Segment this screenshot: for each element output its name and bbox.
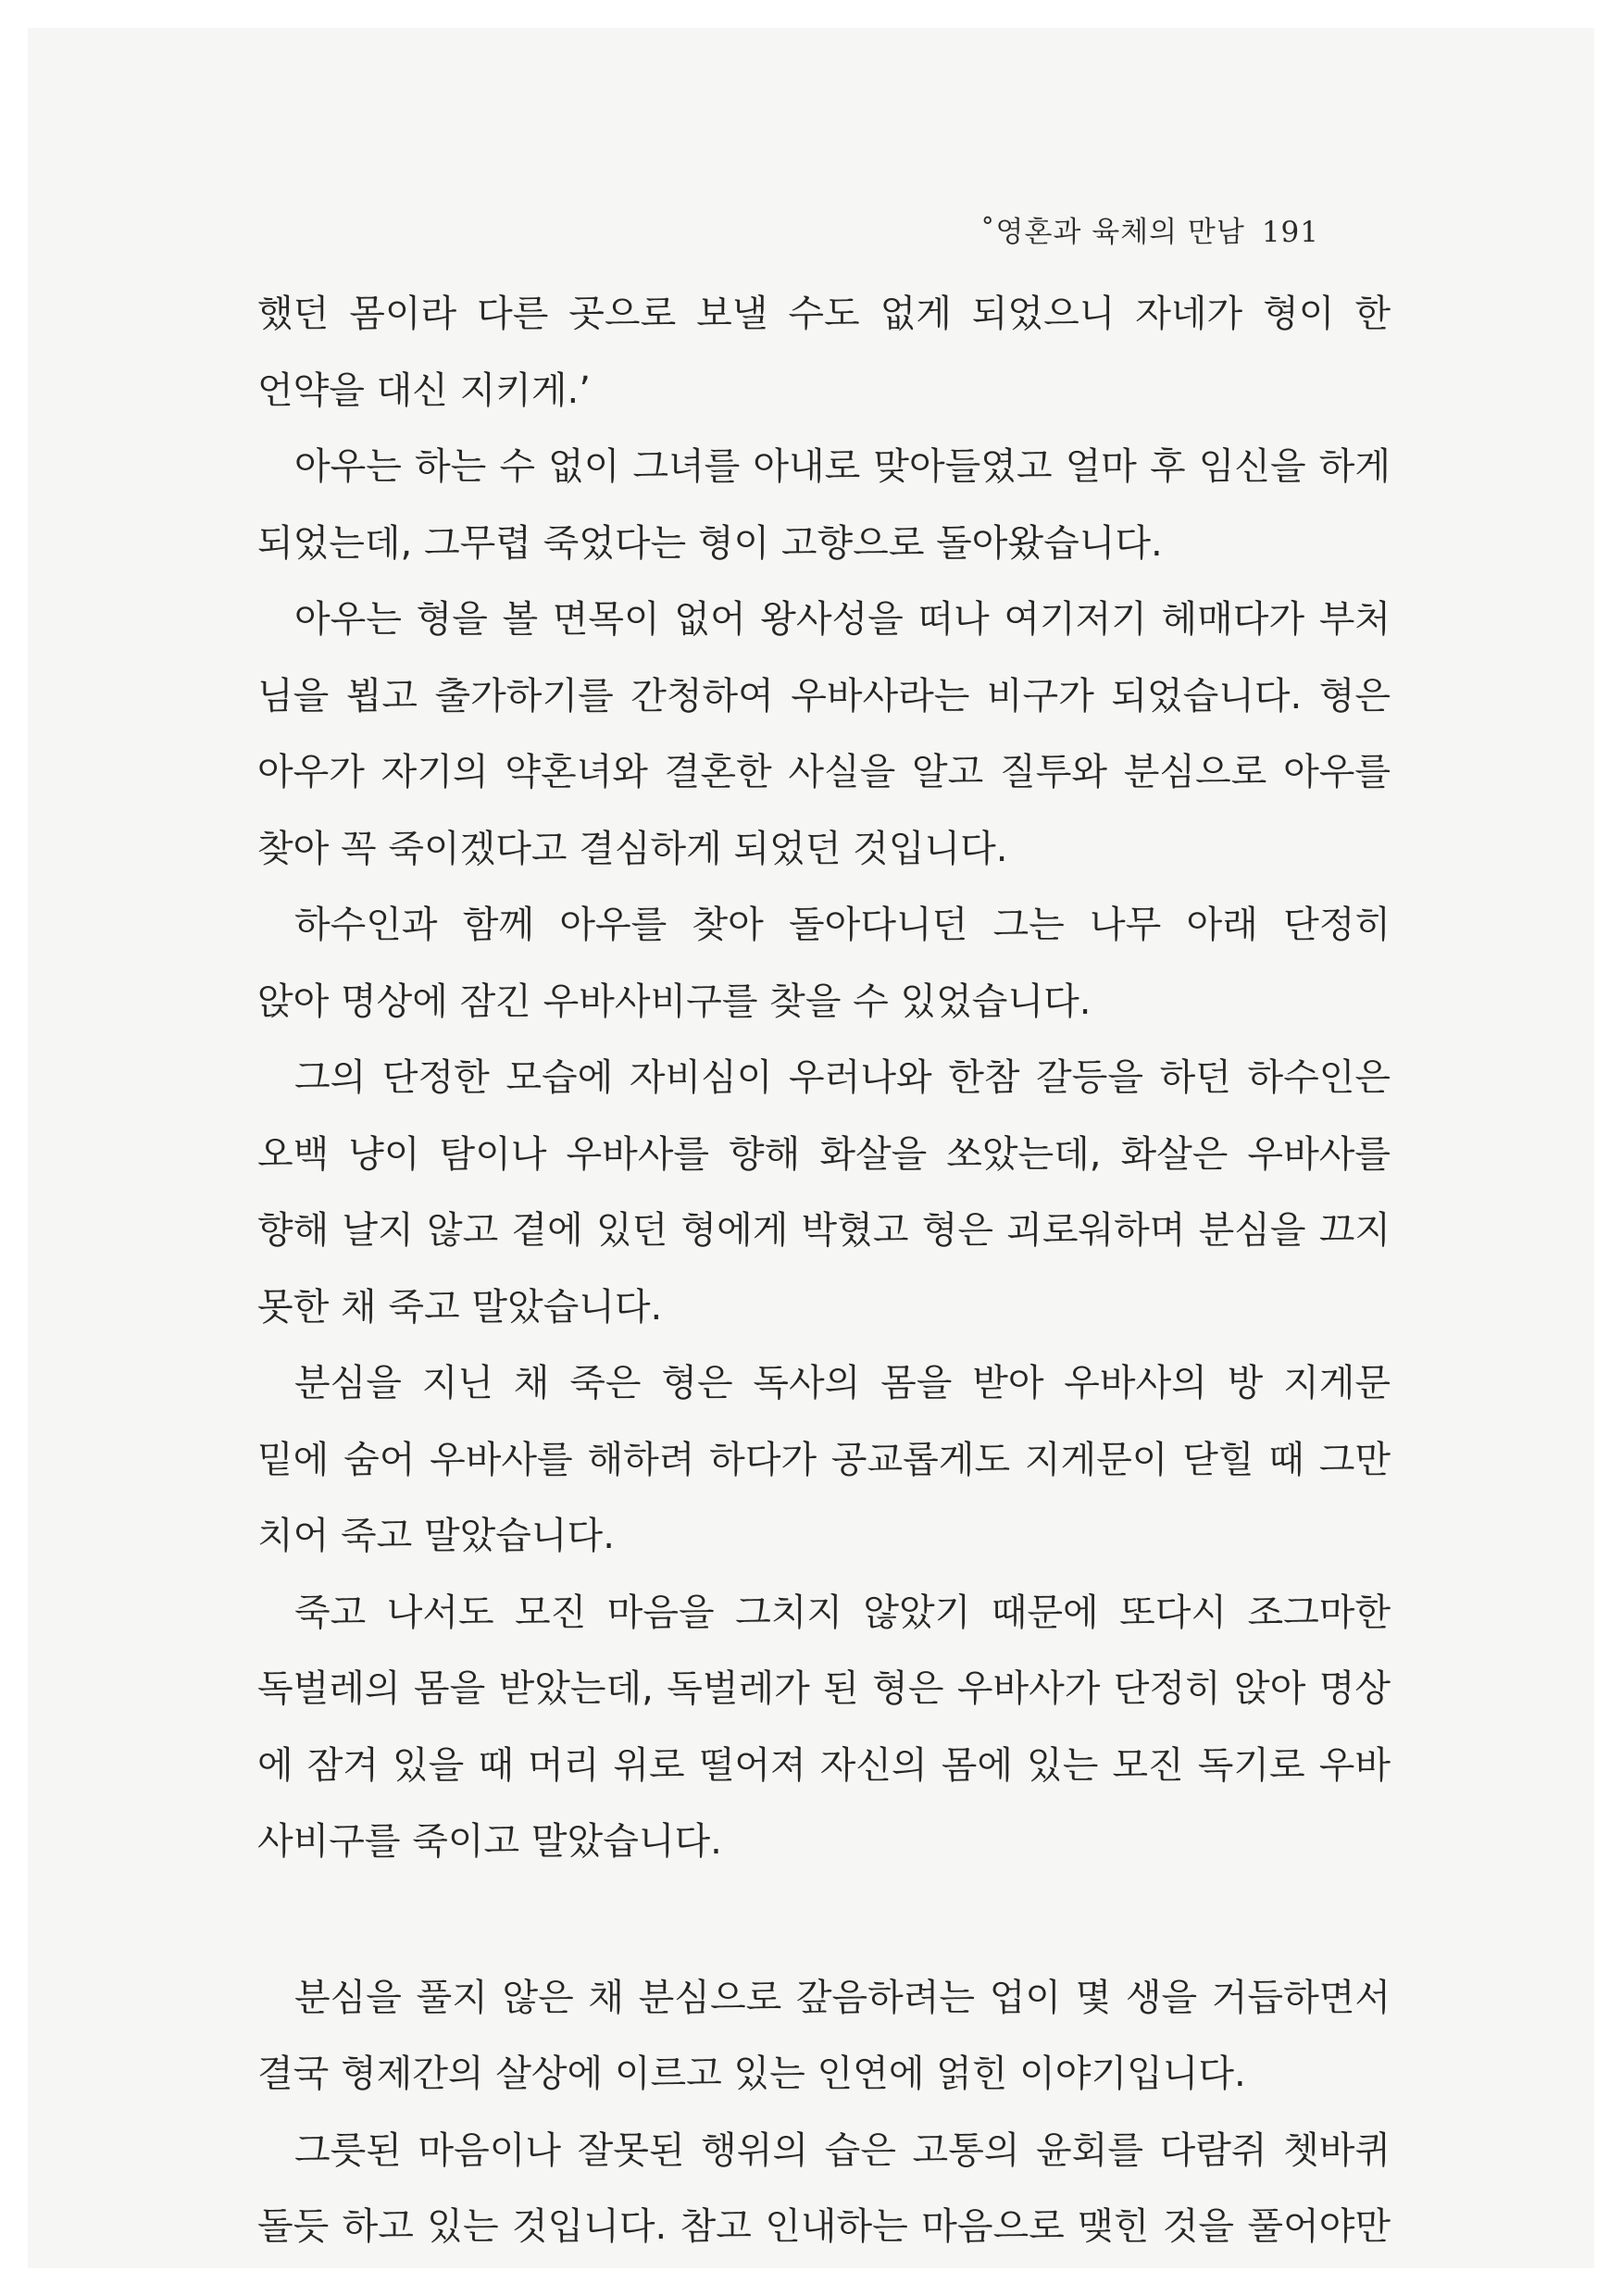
page-number: 191	[1261, 216, 1319, 249]
section-gap	[257, 1880, 1391, 1960]
text-line: 앉아 명상에 잠긴 우바사비구를 찾을 수 있었습니다.	[257, 980, 1092, 1023]
text-line: 아우는 형을 볼 면목이 없어 왕사성을 떠나 여기저기 헤매다가 부처	[294, 598, 1391, 641]
text-line: 언약을 대신 지키게.’	[257, 368, 591, 412]
text-line: 하수인과 함께 아우를 찾아 돌아다니던 그는 나무 아래 단정히	[294, 904, 1391, 946]
text-line: 독벌레의 몸을 받았는데, 독벌레가 된 형은 우바사가 단정히 앉아 명상	[257, 1667, 1391, 1710]
text-line: 했던 몸이라 다른 곳으로 보낼 수도 없게 되었으니 자네가 형이 한	[257, 293, 1391, 335]
text-line: 밑에 숨어 우바사를 해하려 하다가 공교롭게도 지게문이 닫힐 때 그만	[257, 1438, 1391, 1481]
body-text	[257, 276, 1391, 2265]
text-line: 향해 날지 않고 곁에 있던 형에게 박혔고 형은 괴로워하며 분심을 끄지	[257, 1209, 1391, 1252]
text-line: 못한 채 죽고 말았습니다.	[257, 1285, 663, 1329]
text-line: 결국 형제간의 살상에 이르고 있는 인연에 얽힌 이야기입니다.	[257, 2053, 1246, 2095]
text-line: 분심을 지닌 채 죽은 형은 독사의 몸을 받아 우바사의 방 지게문	[294, 1362, 1391, 1404]
text-line: 그릇된 마음이나 잘못된 행위의 습은 고통의 윤회를 다람쥐 쳇바퀴	[294, 2128, 1391, 2172]
text-line: 아우는 하는 수 없이 그녀를 아내로 맞아들였고 얼마 후 임신을 하게	[294, 445, 1391, 488]
text-line: 아우가 자기의 약혼녀와 결혼한 사실을 알고 질투와 분심으로 아우를	[257, 751, 1391, 793]
text-line: 돌듯 하고 있는 것입니다. 참고 인내하는 마음으로 맺힌 것을 풀어야만	[257, 2205, 1391, 2248]
text-line: 죽고 나서도 모진 마음을 그치지 않았기 때문에 또다시 조그마한	[294, 1591, 1391, 1634]
text-line: 그의 단정한 모습에 자비심이 우러나와 한참 갈등을 하던 하수인은	[294, 1056, 1391, 1099]
text-line: 치어 죽고 말았습니다.	[257, 1515, 615, 1557]
book-page	[28, 28, 1594, 2268]
text-line: 되었는데, 그무렵 죽었다는 형이 고향으로 돌아왔습니다.	[257, 521, 1163, 565]
chapter-title: ˚영혼과 육체의 만남	[980, 216, 1245, 249]
running-header	[980, 208, 1319, 250]
text-line: 찾아 꼭 죽이겠다고 결심하게 되었던 것입니다.	[257, 827, 1008, 870]
text-line: 에 잠겨 있을 때 머리 위로 떨어져 자신의 몸에 있는 모진 독기로 우바	[257, 1743, 1391, 1787]
text-line: 오백 냥이 탐이나 우바사를 향해 화살을 쏘았는데, 화살은 우바사를	[257, 1132, 1391, 1176]
text-line: 분심을 풀지 않은 채 분심으로 갚음하려는 업이 몇 생을 거듭하면서	[294, 1976, 1391, 2019]
text-line: 사비구를 죽이고 말았습니다.	[257, 1820, 722, 1863]
text-line: 님을 뵙고 출가하기를 간청하여 우바사라는 비구가 되었습니다. 형은	[257, 674, 1391, 718]
